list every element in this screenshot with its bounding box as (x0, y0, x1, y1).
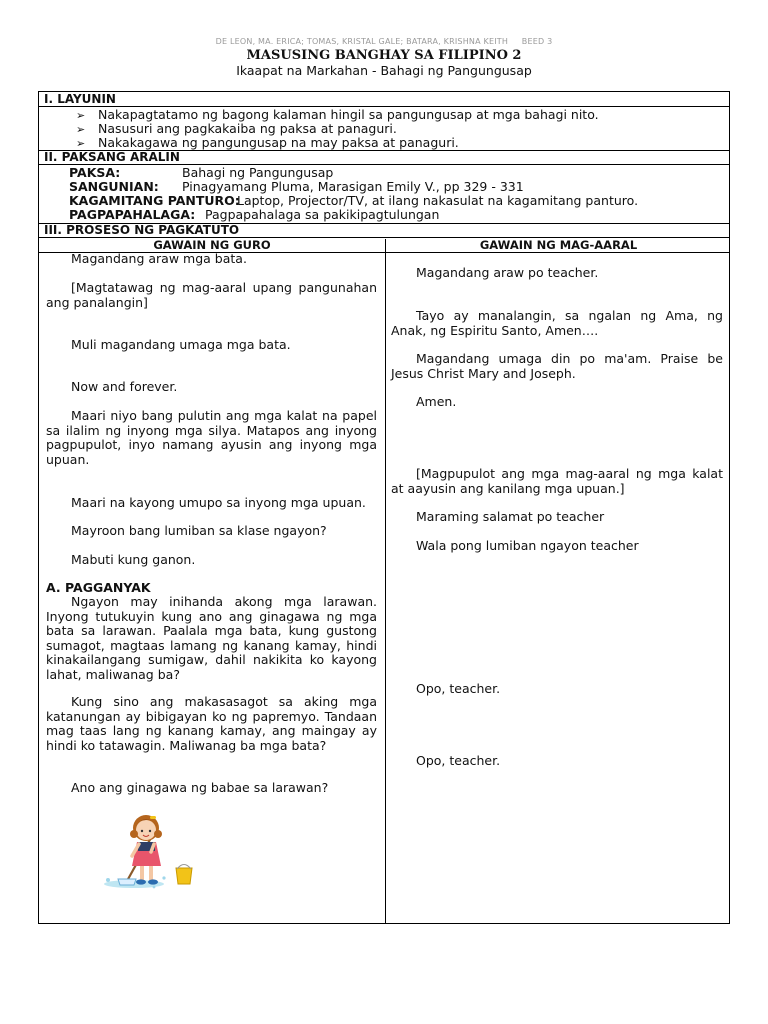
document-title: MASUSING BANGHAY SA FILIPINO 2 (246, 48, 522, 63)
sangunian-label: SANGUNIAN: (69, 179, 159, 194)
guro-line: Maari niyo bang pulutin ang mga kalat na papel sa ilalim ng inyong mga silya. Matapos ang inyong pagpupulot, inyo namang ayusin ang inyong mga upuan. (46, 408, 377, 467)
paksa-label: PAKSA: (69, 165, 121, 180)
guro-line: Maari na kayong umupo sa inyong mga upuan. (71, 495, 366, 510)
layunin-item: ➢ Nakakagawa ng pangungusap na may paksa at panaguri. (76, 135, 459, 150)
layunin-item: ➢ Nasusuri ang pagkakaiba ng paksa at panaguri. (76, 121, 397, 136)
arrow-bullet-icon: ➢ (76, 123, 86, 136)
magaaral-line: Magandang araw po teacher. (416, 265, 599, 280)
kagamitan-label: KAGAMITANG PANTURO: (69, 193, 240, 208)
arrow-bullet-icon: ➢ (76, 109, 86, 122)
layunin-item: ➢ Nakapagtatamo ng bagong kalaman hingil sa pangungusap at mga bahagi nito. (76, 107, 599, 122)
guro-line: Ano ang ginagawa ng babae sa larawan? (71, 780, 329, 795)
magaaral-line: Opo, teacher. (416, 681, 501, 696)
lesson-plan-table (38, 91, 730, 924)
pagpapahalaga-label: PAGPAPAHALAGA: (69, 207, 196, 222)
guro-line: Mabuti kung ganon. (71, 552, 196, 567)
magaaral-line: Tayo ay manalangin, sa ngalan ng Ama, ng Anak, ng Espiritu Santo, Amen…. (391, 308, 723, 338)
paksa-value: Bahagi ng Pangungusap (182, 165, 334, 180)
guro-line: Muli magandang umaga mga bata. (71, 337, 291, 352)
authors-line: DE LEON, MA. ERICA; TOMAS, KRISTAL GALE; BATARA, KRISHNA KEITH BEED 3 (215, 37, 553, 46)
guro-line: Now and forever. (71, 379, 178, 394)
magaaral-line: Opo, teacher. (416, 753, 501, 768)
section-proseso-heading: III. PROSESO NG PAGKATUTO (44, 223, 240, 237)
sangunian-value: Pinagyamang Pluma, Marasigan Emily V., pp 329 - 331 (182, 179, 524, 194)
section-layunin-heading: I. LAYUNIN (44, 92, 116, 106)
column-header-guro: GAWAIN NG GURO (153, 238, 271, 252)
document-subtitle: Ikaapat na Markahan - Bahagi ng Pangungusap (236, 63, 532, 78)
magaaral-line: [Magpupulot ang mga mag-aaral ng mga kalat at aayusin ang kanilang mga upuan.] (391, 466, 723, 496)
guro-line: Magandang araw mga bata. (71, 251, 247, 266)
pagpapahalaga-value: Pagpapahalaga sa pakikipagtulungan (205, 207, 440, 222)
magaaral-line: Amen. (416, 394, 457, 409)
pagganyak-heading: A. PAGGANYAK (46, 580, 151, 595)
magaaral-line: Maraming salamat po teacher (416, 509, 605, 524)
guro-line: Ngayon may inihanda akong mga larawan. Inyong tutukuyin kung ano ang ginagawa ng mga bata sa larawan. Paalala mga bata, kung gustong sumagot, magtaas lamang ng kanang kamay, hindi kinakailangang sumigaw, dahil nakikita ko kayong lahat, maliwanag ba? (46, 594, 377, 682)
girl-mopping-floor-icon (94, 806, 204, 896)
magaaral-line: Magandang umaga din po ma'am. Praise be Jesus Christ Mary and Joseph. (391, 351, 723, 381)
guro-line: Mayroon bang lumiban sa klase ngayon? (71, 523, 327, 538)
arrow-bullet-icon: ➢ (76, 137, 86, 150)
magaaral-line: Wala pong lumiban ngayon teacher (416, 538, 639, 553)
guro-line: Kung sino ang makasasagot sa aking mga katanungan ay bibigayan ko ng papremyo. Tandaan mag taas lang ng kanang kamay, ang maingay ay hindi ko tatawagin. Maliwanag ba mga bata? (46, 694, 377, 753)
column-header-magaaral: GAWAIN NG MAG-AARAL (479, 238, 638, 252)
section-paksang-aralin-heading: II. PAKSANG ARALIN (44, 150, 180, 164)
guro-line: [Magtatawag ng mag-aaral upang pangunahan ang panalangin] (46, 280, 377, 310)
kagamitan-value: Laptop, Projector/TV, at ilang nakasulat na kagamitang panturo. (237, 193, 639, 208)
